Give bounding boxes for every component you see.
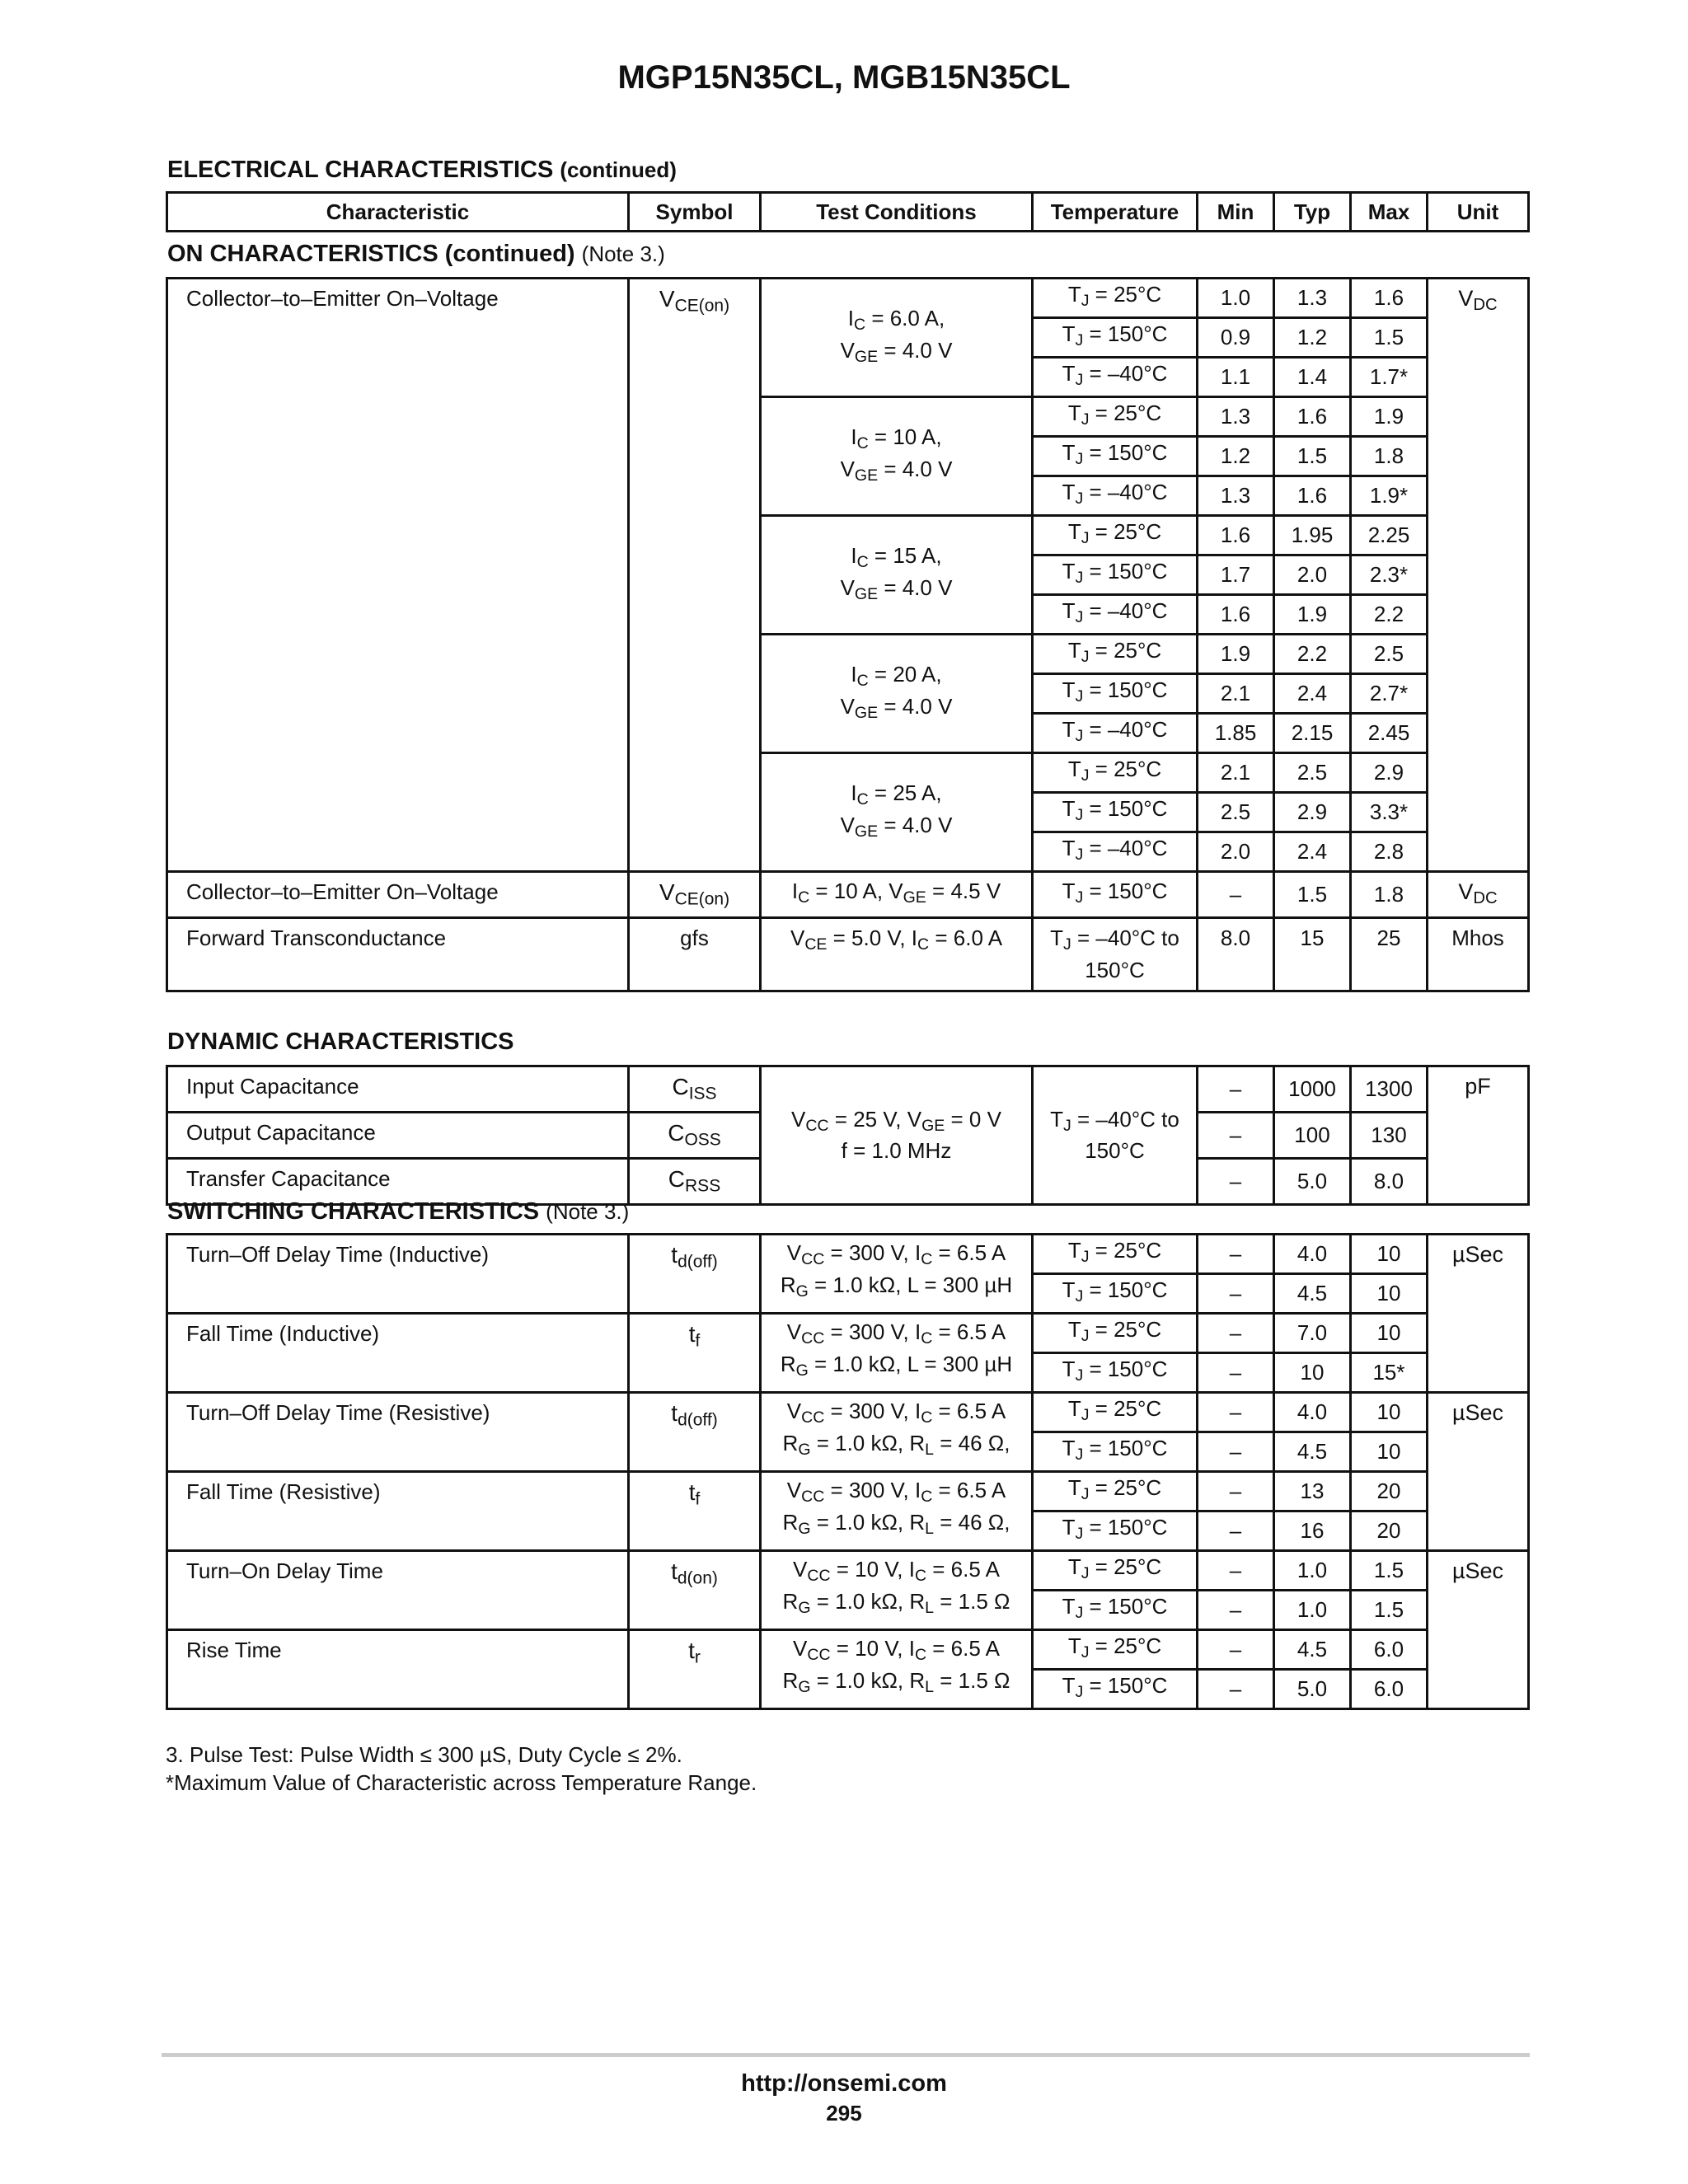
temperature-cell: $T_J = 25^\circ C$ bbox=[1033, 1235, 1198, 1274]
temperature-cell: $T_J = 150^\circ C$ bbox=[1033, 1274, 1198, 1314]
table-row bbox=[167, 918, 1529, 991]
test-conditions-cell bbox=[761, 753, 1033, 872]
symbol-cell: gfs bbox=[629, 918, 761, 991]
section-title-switching bbox=[167, 1198, 629, 1226]
temperature-cell: $T_J = 150^\circ C$ bbox=[1033, 318, 1198, 358]
typ-cell: 1000 bbox=[1274, 1066, 1351, 1113]
min-cell: – bbox=[1198, 1393, 1274, 1432]
section-title-text: ELECTRICAL CHARACTERISTICS bbox=[167, 157, 554, 183]
condition-line: $V_{CC} = 300$ V, $I_C = 6.5$ A bbox=[786, 1399, 1006, 1427]
max-cell: 1.7* bbox=[1351, 358, 1428, 397]
symbol-cell bbox=[1428, 872, 1529, 918]
condition-voltage: $V_{GE} = 4.0$ V bbox=[840, 693, 953, 722]
test-conditions-cell bbox=[761, 1235, 1033, 1314]
min-cell: 1.6 bbox=[1198, 595, 1274, 635]
symbol-base: V bbox=[1458, 879, 1474, 904]
symbol-base: V bbox=[659, 286, 675, 312]
min-cell: 2.5 bbox=[1198, 793, 1274, 832]
symbol-subscript: CE(on) bbox=[674, 296, 730, 316]
section-title-on bbox=[167, 241, 665, 268]
min-cell: 1.0 bbox=[1198, 279, 1274, 318]
max-cell: 2.25 bbox=[1351, 516, 1428, 555]
typ-cell: 10 bbox=[1274, 1353, 1351, 1393]
symbol-subscript: d(on) bbox=[677, 1568, 718, 1588]
column-header: Unit bbox=[1428, 193, 1529, 232]
temperature-cell: $T_J = 25^\circ C$ bbox=[1033, 1472, 1198, 1511]
temperature-cell: $T_J = 25^\circ C$ bbox=[1033, 279, 1198, 318]
min-cell: – bbox=[1198, 872, 1274, 918]
max-cell: 1300 bbox=[1351, 1066, 1428, 1113]
min-cell: 1.2 bbox=[1198, 437, 1274, 476]
test-conditions-cell bbox=[761, 279, 1033, 397]
typ-cell: 5.0 bbox=[1274, 1159, 1351, 1205]
test-conditions-cell bbox=[761, 1472, 1033, 1551]
typ-cell: 2.9 bbox=[1274, 793, 1351, 832]
characteristic-cell: Fall Time (Resistive) bbox=[167, 1472, 629, 1551]
column-header: Characteristic bbox=[167, 193, 629, 232]
min-cell: 1.3 bbox=[1198, 476, 1274, 516]
symbol-base: t bbox=[671, 1400, 678, 1426]
table-row bbox=[167, 279, 1529, 318]
characteristic-cell: Collector–to–Emitter On–Voltage bbox=[167, 279, 629, 872]
test-conditions-cell bbox=[761, 1393, 1033, 1472]
temperature-cell: $T_J = 25^\circ C$ bbox=[1033, 1551, 1198, 1591]
symbol-base: C bbox=[668, 1120, 685, 1146]
max-cell: 2.2 bbox=[1351, 595, 1428, 635]
section-title-text: SWITCHING CHARACTERISTICS bbox=[167, 1198, 540, 1225]
section-title-text: DYNAMIC CHARACTERISTICS bbox=[167, 1029, 514, 1055]
min-cell: 0.9 bbox=[1198, 318, 1274, 358]
table-row bbox=[167, 1630, 1529, 1670]
symbol-cell bbox=[629, 872, 761, 918]
table-row bbox=[167, 1066, 1529, 1113]
dynamic-characteristics-table bbox=[166, 1065, 1530, 1206]
test-conditions-cell bbox=[761, 1551, 1033, 1630]
min-cell: – bbox=[1198, 1353, 1274, 1393]
footer-url-link[interactable]: http://onsemi.com bbox=[741, 2070, 947, 2097]
condition-voltage: $V_{GE} = 4.0$ V bbox=[840, 337, 953, 366]
condition-voltage: $V_{GE} = 4.0$ V bbox=[840, 574, 953, 603]
symbol-cell bbox=[629, 279, 761, 872]
column-header: Test Conditions bbox=[761, 193, 1033, 232]
min-cell: 2.1 bbox=[1198, 674, 1274, 714]
typ-cell: 1.0 bbox=[1274, 1591, 1351, 1630]
condition-voltage: $V_{GE} = 4.0$ V bbox=[840, 812, 953, 841]
min-cell: 1.9 bbox=[1198, 635, 1274, 674]
test-conditions-cell bbox=[761, 1630, 1033, 1709]
column-header: Typ bbox=[1274, 193, 1351, 232]
symbol-subscript: DC bbox=[1473, 296, 1498, 315]
max-cell: 3.3* bbox=[1351, 793, 1428, 832]
temperature-cell: $T_J = 150^\circ C$ bbox=[1033, 1511, 1198, 1551]
temperature-cell: $T_J = -40^\circ C$ bbox=[1033, 714, 1198, 753]
min-cell: – bbox=[1198, 1511, 1274, 1551]
typ-cell: 1.9 bbox=[1274, 595, 1351, 635]
condition-voltage: $V_{GE} = 4.0$ V bbox=[840, 456, 953, 485]
temperature-cell: $T_J = -40^\circ C$ bbox=[1033, 358, 1198, 397]
section-title-text: ON CHARACTERISTICS (continued) bbox=[167, 241, 575, 267]
typ-cell: 4.0 bbox=[1274, 1235, 1351, 1274]
on-characteristics-table bbox=[166, 277, 1530, 992]
symbol-subscript: f bbox=[695, 1489, 701, 1509]
characteristic-cell: Turn–On Delay Time bbox=[167, 1551, 629, 1630]
typ-cell: 1.4 bbox=[1274, 358, 1351, 397]
symbol-base: t bbox=[688, 1638, 695, 1663]
characteristic-cell: Output Capacitance bbox=[167, 1113, 629, 1159]
max-cell: 1.5 bbox=[1351, 1591, 1428, 1630]
typ-cell: 13 bbox=[1274, 1472, 1351, 1511]
max-cell: 6.0 bbox=[1351, 1630, 1428, 1670]
typ-cell: 1.2 bbox=[1274, 318, 1351, 358]
max-cell: 8.0 bbox=[1351, 1159, 1428, 1205]
max-cell: 1.9 bbox=[1351, 397, 1428, 437]
characteristic-cell: Transfer Capacitance bbox=[167, 1159, 629, 1205]
max-cell: 10 bbox=[1351, 1314, 1428, 1353]
condition-line: $V_{CC} = 10$ V, $I_C = 6.5$ A bbox=[793, 1557, 1000, 1585]
min-cell: – bbox=[1198, 1630, 1274, 1670]
condition-line: $V_{CC} = 300$ V, $I_C = 6.5$ A bbox=[786, 1478, 1006, 1506]
symbol-cell bbox=[629, 1113, 761, 1159]
symbol-base: t bbox=[671, 1558, 678, 1584]
symbol-subscript: f bbox=[695, 1331, 701, 1351]
symbol-base: t bbox=[688, 1321, 696, 1347]
column-header: Temperature bbox=[1033, 193, 1198, 232]
characteristic-cell: Forward Transconductance bbox=[167, 918, 629, 991]
symbol-base: C bbox=[668, 1166, 686, 1192]
symbol-subscript: d(off) bbox=[678, 1410, 718, 1430]
max-cell: 1.8 bbox=[1351, 437, 1428, 476]
test-conditions-cell bbox=[761, 397, 1033, 516]
max-cell: 1.9* bbox=[1351, 476, 1428, 516]
typ-cell: 4.5 bbox=[1274, 1432, 1351, 1472]
max-cell: 10 bbox=[1351, 1274, 1428, 1314]
characteristic-cell: Turn–Off Delay Time (Inductive) bbox=[167, 1235, 629, 1314]
switching-characteristics-table bbox=[166, 1233, 1530, 1710]
typ-cell: 7.0 bbox=[1274, 1314, 1351, 1353]
min-cell: – bbox=[1198, 1314, 1274, 1353]
temperature-cell: $T_J = 25^\circ C$ bbox=[1033, 397, 1198, 437]
max-cell: 15* bbox=[1351, 1353, 1428, 1393]
temperature-line: $T_J = -40^\circ C$ to bbox=[1050, 1106, 1179, 1135]
section-title-electrical bbox=[167, 157, 677, 184]
typ-cell: 5.0 bbox=[1274, 1670, 1351, 1709]
typ-cell: 4.0 bbox=[1274, 1393, 1351, 1432]
temperature-line: 150°C bbox=[1085, 957, 1145, 982]
temperature-cell: $T_J = 150^\circ C$ bbox=[1033, 1670, 1198, 1709]
temperature-cell: $T_J = 25^\circ C$ bbox=[1033, 1314, 1198, 1353]
test-conditions-cell bbox=[761, 516, 1033, 635]
temperature-line: $T_J = -40^\circ C$ to bbox=[1050, 926, 1179, 954]
temperature-cell: $T_J = 150^\circ C$ bbox=[1033, 555, 1198, 595]
footnote-pulse-test: 3. Pulse Test: Pulse Width ≤ 300 µS, Duty Cycle ≤ 2%. bbox=[166, 1742, 682, 1767]
table-row bbox=[167, 1235, 1529, 1274]
footnote-max-value: *Maximum Value of Characteristic across Temperature Range. bbox=[166, 1770, 757, 1795]
symbol-subscript: OSS bbox=[684, 1130, 721, 1150]
symbol-base: t bbox=[688, 1479, 696, 1505]
symbol-base: C bbox=[672, 1074, 689, 1099]
symbol-cell bbox=[629, 1159, 761, 1205]
temperature-cell: $T_J = 25^\circ C$ bbox=[1033, 635, 1198, 674]
test-conditions-cell bbox=[761, 1314, 1033, 1393]
condition-line: $R_G = 1.0$ kΩ, $R_L = 1.5$ Ω bbox=[782, 1667, 1010, 1696]
temperature-cell: $T_J = 25^\circ C$ bbox=[1033, 516, 1198, 555]
condition-current: $I_C = 25$ A, bbox=[851, 780, 942, 808]
max-cell: 10 bbox=[1351, 1393, 1428, 1432]
min-cell: – bbox=[1198, 1472, 1274, 1511]
temperature-cell: $T_J = -40^\circ C$ bbox=[1033, 595, 1198, 635]
temperature-cell bbox=[1033, 1066, 1198, 1205]
typ-cell: 15 bbox=[1274, 918, 1351, 991]
typ-cell: 2.0 bbox=[1274, 555, 1351, 595]
table-row bbox=[167, 1393, 1529, 1432]
symbol-subscript: CE(on) bbox=[674, 889, 730, 909]
max-cell: 10 bbox=[1351, 1432, 1428, 1472]
typ-cell: 1.5 bbox=[1274, 437, 1351, 476]
min-cell: 8.0 bbox=[1198, 918, 1274, 991]
column-header: Symbol bbox=[629, 193, 761, 232]
table-row bbox=[167, 1472, 1529, 1511]
test-conditions-cell: $I_C = 10$ A, $V_{GE} = 4.5$ V bbox=[761, 872, 1033, 918]
column-header: Min bbox=[1198, 193, 1274, 232]
unit-cell: µSec bbox=[1428, 1551, 1529, 1709]
typ-cell: 2.15 bbox=[1274, 714, 1351, 753]
min-cell: – bbox=[1198, 1432, 1274, 1472]
unit-cell: pF bbox=[1428, 1066, 1529, 1205]
min-cell: 1.7 bbox=[1198, 555, 1274, 595]
temperature-cell: $T_J = 150^\circ C$ bbox=[1033, 1432, 1198, 1472]
characteristic-cell: Turn–Off Delay Time (Resistive) bbox=[167, 1393, 629, 1472]
condition-line: $V_{CC} = 10$ V, $I_C = 6.5$ A bbox=[793, 1636, 1000, 1664]
min-cell: – bbox=[1198, 1113, 1274, 1159]
max-cell: 2.8 bbox=[1351, 832, 1428, 872]
symbol-cell bbox=[629, 1630, 761, 1709]
min-cell: 1.6 bbox=[1198, 516, 1274, 555]
typ-cell: 100 bbox=[1274, 1113, 1351, 1159]
max-cell: 130 bbox=[1351, 1113, 1428, 1159]
page-number: 295 bbox=[826, 2101, 862, 2125]
typ-cell: 4.5 bbox=[1274, 1630, 1351, 1670]
typ-cell: 2.2 bbox=[1274, 635, 1351, 674]
condition-line: $R_G = 1.0$ kΩ, $R_L = 1.5$ Ω bbox=[782, 1588, 1010, 1617]
test-conditions-cell bbox=[761, 1066, 1033, 1205]
typ-cell: 2.5 bbox=[1274, 753, 1351, 793]
symbol-cell bbox=[629, 1393, 761, 1472]
temperature-cell: $T_J = 150^\circ C$ bbox=[1033, 1353, 1198, 1393]
unit-cell: µSec bbox=[1428, 1235, 1529, 1393]
typ-cell: 1.95 bbox=[1274, 516, 1351, 555]
table-row bbox=[167, 1551, 1529, 1591]
max-cell: 1.5 bbox=[1351, 318, 1428, 358]
symbol-subscript: d(off) bbox=[678, 1252, 718, 1272]
symbol-cell bbox=[629, 1472, 761, 1551]
temperature-cell: $T_J = -40^\circ C$ bbox=[1033, 476, 1198, 516]
condition-current: $I_C = 6.0$ A, bbox=[847, 305, 945, 334]
typ-cell: 2.4 bbox=[1274, 832, 1351, 872]
max-cell: 2.45 bbox=[1351, 714, 1428, 753]
characteristic-cell: Fall Time (Inductive) bbox=[167, 1314, 629, 1393]
temperature-cell: $T_J = 150^\circ C$ bbox=[1033, 793, 1198, 832]
section-title-suffix: (continued) bbox=[560, 157, 677, 182]
typ-cell: 1.3 bbox=[1274, 279, 1351, 318]
temperature-cell: $T_J = 150^\circ C$ bbox=[1033, 872, 1198, 918]
symbol-base: V bbox=[659, 879, 675, 905]
symbol-cell bbox=[629, 1314, 761, 1393]
typ-cell: 1.0 bbox=[1274, 1551, 1351, 1591]
max-cell: 10 bbox=[1351, 1235, 1428, 1274]
condition-line: $V_{CC} = 300$ V, $I_C = 6.5$ A bbox=[786, 1240, 1006, 1268]
min-cell: 2.1 bbox=[1198, 753, 1274, 793]
symbol-subscript: ISS bbox=[688, 1084, 717, 1104]
typ-cell: 1.6 bbox=[1274, 397, 1351, 437]
symbol-cell bbox=[629, 1066, 761, 1113]
condition-current: $I_C = 20$ A, bbox=[851, 661, 942, 690]
unit-cell: Mhos bbox=[1428, 918, 1529, 991]
test-conditions-cell bbox=[761, 635, 1033, 753]
temperature-line: 150°C bbox=[1085, 1138, 1145, 1164]
max-cell: 1.5 bbox=[1351, 1551, 1428, 1591]
column-header-row bbox=[167, 193, 1529, 232]
min-cell: – bbox=[1198, 1274, 1274, 1314]
footer-divider bbox=[162, 2053, 1530, 2057]
max-cell: 2.3* bbox=[1351, 555, 1428, 595]
condition-line: $V_{CC} = 25$ V, $V_{GE} = 0$ V bbox=[791, 1106, 1001, 1135]
table-row bbox=[167, 1314, 1529, 1353]
min-cell: – bbox=[1198, 1551, 1274, 1591]
column-header: Max bbox=[1351, 193, 1428, 232]
max-cell: 2.9 bbox=[1351, 753, 1428, 793]
typ-cell: 1.6 bbox=[1274, 476, 1351, 516]
condition-current: $I_C = 15$ A, bbox=[851, 542, 942, 571]
condition-line: $R_G = 1.0$ kΩ, $R_L = 46$ Ω, bbox=[782, 1430, 1010, 1459]
condition-line: $R_G = 1.0$ kΩ, L = 300 µH bbox=[780, 1272, 1013, 1301]
table-row bbox=[167, 872, 1529, 918]
max-cell: 20 bbox=[1351, 1511, 1428, 1551]
unit-cell: µSec bbox=[1428, 1393, 1529, 1551]
page-title: MGP15N35CL, MGB15N35CL bbox=[617, 59, 1071, 96]
symbol-cell bbox=[629, 1551, 761, 1630]
typ-cell: 16 bbox=[1274, 1511, 1351, 1551]
min-cell: – bbox=[1198, 1235, 1274, 1274]
test-conditions-cell: $V_{CE} = 5.0$ V, $I_C = 6.0$ A bbox=[761, 918, 1033, 991]
min-cell: – bbox=[1198, 1159, 1274, 1205]
temperature-cell: $T_J = 25^\circ C$ bbox=[1033, 1630, 1198, 1670]
min-cell: 1.85 bbox=[1198, 714, 1274, 753]
typ-cell: 4.5 bbox=[1274, 1274, 1351, 1314]
characteristic-cell: Rise Time bbox=[167, 1630, 629, 1709]
characteristic-cell: Collector–to–Emitter On–Voltage bbox=[167, 872, 629, 918]
min-cell: – bbox=[1198, 1670, 1274, 1709]
symbol-subscript: r bbox=[694, 1647, 701, 1667]
temperature-cell: $T_J = 25^\circ C$ bbox=[1033, 753, 1198, 793]
min-cell: 2.0 bbox=[1198, 832, 1274, 872]
characteristic-cell: Input Capacitance bbox=[167, 1066, 629, 1113]
max-cell: 20 bbox=[1351, 1472, 1428, 1511]
temperature-cell: $T_J = 150^\circ C$ bbox=[1033, 437, 1198, 476]
max-cell: 2.7* bbox=[1351, 674, 1428, 714]
condition-current: $I_C = 10$ A, bbox=[851, 424, 942, 452]
min-cell: 1.1 bbox=[1198, 358, 1274, 397]
min-cell: – bbox=[1198, 1591, 1274, 1630]
temperature-cell bbox=[1033, 918, 1198, 991]
section-note: (Note 3.) bbox=[546, 1199, 630, 1224]
max-cell: 2.5 bbox=[1351, 635, 1428, 674]
max-cell: 6.0 bbox=[1351, 1670, 1428, 1709]
symbol-subscript: DC bbox=[1473, 889, 1498, 908]
symbol-subscript: RSS bbox=[685, 1176, 721, 1196]
temperature-cell: $T_J = -40^\circ C$ bbox=[1033, 832, 1198, 872]
symbol-base: V bbox=[1458, 286, 1474, 311]
symbol-base: t bbox=[671, 1242, 678, 1268]
temperature-cell: $T_J = 25^\circ C$ bbox=[1033, 1393, 1198, 1432]
min-cell: – bbox=[1198, 1066, 1274, 1113]
max-cell: 1.6 bbox=[1351, 279, 1428, 318]
typ-cell: 1.5 bbox=[1274, 872, 1351, 918]
condition-line: f = 1.0 MHz bbox=[841, 1138, 952, 1164]
condition-line: $R_G = 1.0$ kΩ, $R_L = 46$ Ω, bbox=[782, 1509, 1010, 1538]
condition-line: $V_{CC} = 300$ V, $I_C = 6.5$ A bbox=[786, 1319, 1006, 1347]
max-cell: 1.8 bbox=[1351, 872, 1428, 918]
symbol-cell bbox=[1428, 279, 1529, 872]
typ-cell: 2.4 bbox=[1274, 674, 1351, 714]
section-title-dynamic bbox=[167, 1029, 514, 1056]
condition-line: $R_G = 1.0$ kΩ, L = 300 µH bbox=[780, 1351, 1013, 1380]
column-header-table bbox=[166, 191, 1530, 232]
max-cell: 25 bbox=[1351, 918, 1428, 991]
symbol-cell bbox=[629, 1235, 761, 1314]
temperature-cell: $T_J = 150^\circ C$ bbox=[1033, 1591, 1198, 1630]
temperature-cell: $T_J = 150^\circ C$ bbox=[1033, 674, 1198, 714]
section-note: (Note 3.) bbox=[581, 241, 665, 266]
min-cell: 1.3 bbox=[1198, 397, 1274, 437]
